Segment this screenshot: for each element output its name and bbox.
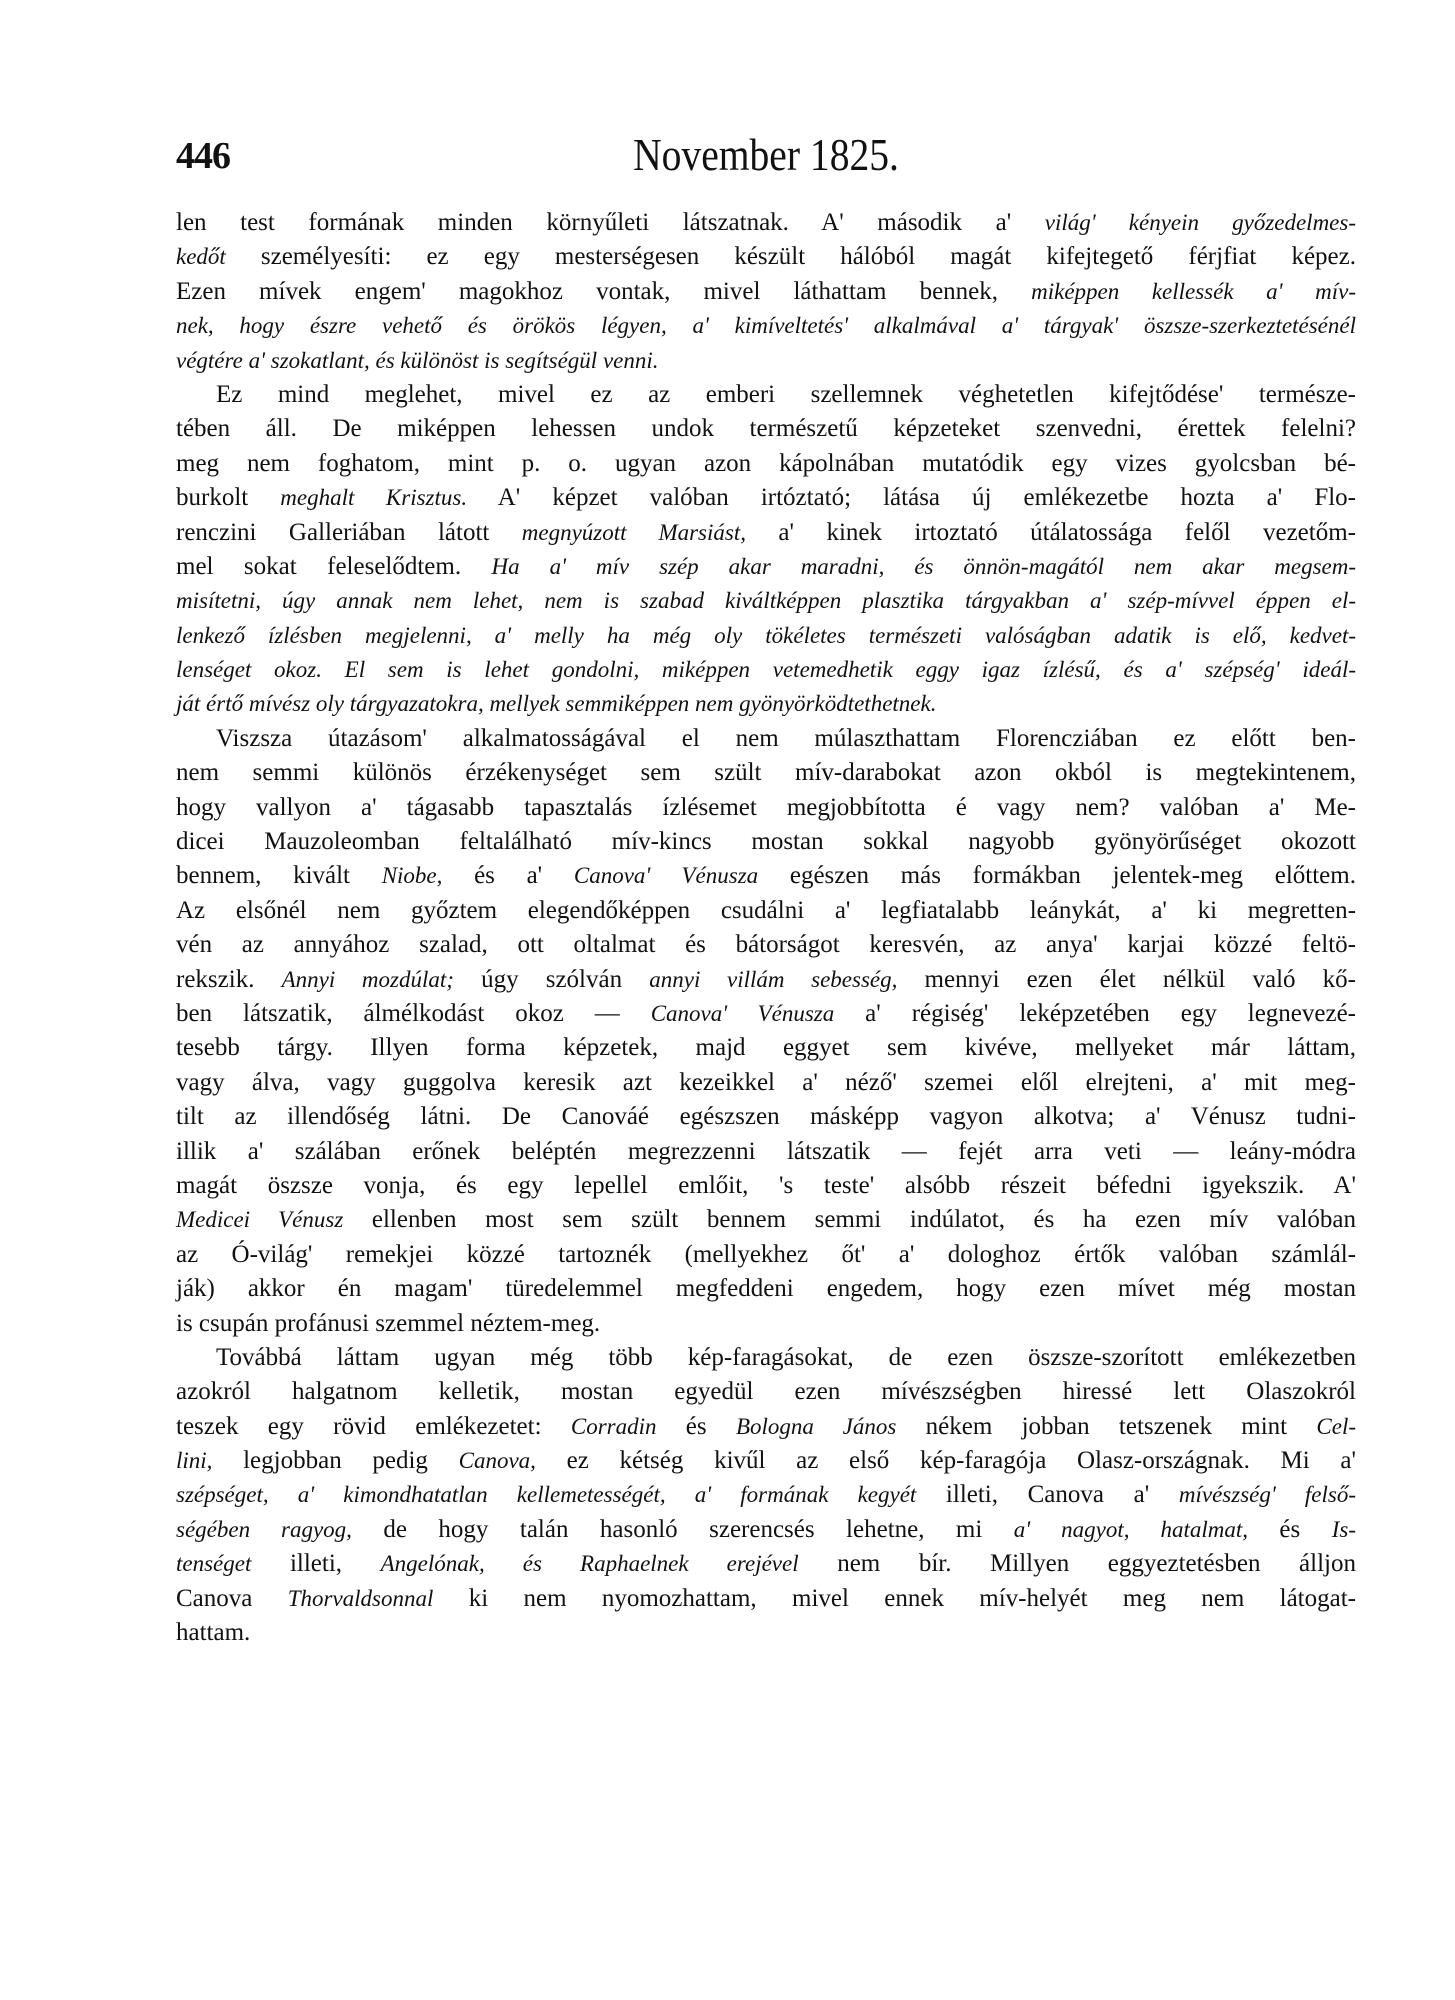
text-segment: Ezen mívek engem' magokhoz vontak, mivel láthattam bennek, xyxy=(176,277,1032,305)
text-segment: mennyi ezen élet nélkül való kő- xyxy=(897,965,1356,993)
text-line xyxy=(176,687,1356,721)
italic-text-segment: Ha a' mív szép akar maradni, és önnön-magától nem akar megsem- xyxy=(491,553,1356,579)
text-line xyxy=(176,619,1356,653)
text-segment: renczini Galleriában látott xyxy=(176,518,522,546)
text-segment: ez kétség kivűl az első kép-faragója Olasz-országnak. Mi a' xyxy=(535,1447,1356,1475)
text-line xyxy=(176,1238,1356,1272)
text-segment: ben látszatik, álmélkodást okoz — xyxy=(176,999,651,1027)
italic-text-segment: annyi villám sebesség, xyxy=(649,966,898,992)
text-line xyxy=(176,309,1356,343)
italic-text-segment: ségében ragyog, xyxy=(176,1516,352,1542)
running-title: November 1825. xyxy=(633,129,899,180)
italic-text-segment: ját értő mívész oly tárgyazatokra, mellyek semmiképpen nem gyönyörködtethetnek. xyxy=(176,691,937,717)
text-segment: de hogy talán hasonló szerencsés lehetne, mi xyxy=(351,1515,1014,1543)
body-text xyxy=(176,206,1356,1650)
italic-text-segment: miképpen kellessék a' mív- xyxy=(1031,278,1357,304)
italic-text-segment: végtére a' szokatlant, és különöst is segítségül venni. xyxy=(176,347,659,373)
italic-text-segment: lenséget okoz. El sem is lehet gondolni, miképpen vetemedhetik eggy igaz ízlésű, és a' szépség' ideál- xyxy=(176,657,1356,683)
text-segment: A' képzet valóban irtóztató; látása új emlékezetbe hozta a' Flo- xyxy=(467,484,1357,512)
text-segment: úgy szólván xyxy=(453,965,650,993)
text-segment: a' kinek irtoztató útálatossága felől vezetőm- xyxy=(746,518,1356,546)
page-number: 446 xyxy=(176,135,230,177)
text-line xyxy=(176,756,1356,790)
text-segment: illik a' szálában erőnek beléptén megrezzenni látszatik — fejét arra veti — leány-módra xyxy=(176,1137,1356,1165)
text-segment: és xyxy=(1247,1515,1332,1543)
text-line xyxy=(176,344,1356,378)
italic-text-segment: mívészség' felső- xyxy=(1178,1482,1357,1508)
text-line xyxy=(176,1341,1356,1375)
text-segment: burkolt xyxy=(176,484,281,512)
text-segment: tilt az illendőség látni. De Canováé egészszen másképp vagyon alkotva; a' Vénusz tudni- xyxy=(176,1103,1356,1131)
text-line xyxy=(176,378,1356,412)
text-line xyxy=(176,550,1356,584)
text-segment: teszek egy rövid emlékezetet: xyxy=(176,1412,571,1440)
text-segment: és xyxy=(656,1412,736,1440)
italic-text-segment: Medicei Vénusz xyxy=(176,1207,344,1233)
text-segment: is csupán profánusi szemmel néztem-meg. xyxy=(176,1309,601,1337)
text-line xyxy=(176,1272,1356,1306)
text-segment: illeti, Canova a' xyxy=(916,1481,1179,1509)
text-line xyxy=(176,1616,1356,1650)
italic-text-segment: Annyi mozdúlat; xyxy=(281,966,454,992)
italic-text-segment: meghalt Krisztus. xyxy=(280,485,468,511)
text-line xyxy=(176,928,1356,962)
italic-text-segment: Canova' Vénusza xyxy=(573,863,759,889)
text-segment: bennem, kivált xyxy=(176,862,382,890)
text-segment: meg nem foghatom, mint p. o. ugyan azon kápolnában mutatódik egy vizes gyolcsban bé- xyxy=(176,449,1356,477)
text-segment: Viszsza útazásom' alkalmatosságával el nem múlaszthattam Florencziában ez előtt ben- xyxy=(216,724,1356,752)
page-header xyxy=(176,128,1356,188)
text-segment: a' régiség' leképzetében egy legnevezé- xyxy=(834,999,1356,1027)
text-segment: len test formának minden környűleti látszatnak. A' második a' xyxy=(176,209,1045,236)
italic-text-segment: lini, xyxy=(176,1448,213,1474)
italic-text-segment: Is- xyxy=(1331,1516,1356,1542)
text-segment: legjobban pedig xyxy=(212,1447,459,1475)
text-line xyxy=(176,516,1356,550)
text-segment: rekszik. xyxy=(176,965,282,993)
italic-text-segment: Cel- xyxy=(1316,1413,1356,1439)
italic-text-segment: Canova' Vénusza xyxy=(650,1000,835,1026)
text-segment: vén az annyához szalad, ott oltalmat és bátorságot keresvén, az anya' karjai közzé feltö- xyxy=(176,931,1356,959)
text-segment: és a' xyxy=(442,862,574,890)
text-segment: ellenben most sem szült bennem semmi indúlatot, és ha ezen mív valóban xyxy=(343,1206,1356,1234)
text-line xyxy=(176,653,1356,687)
text-line xyxy=(176,206,1356,240)
text-line xyxy=(176,825,1356,859)
text-line xyxy=(176,447,1356,481)
text-segment: tesebb tárgy. Illyen forma képzetek, majd eggyet sem kivéve, mellyeket már láttam, xyxy=(176,1034,1356,1062)
text-segment: nem semmi különös érzékenységet sem szült mív-darabokat azon okból is megtekintenem, xyxy=(176,759,1356,787)
text-line xyxy=(176,1582,1356,1616)
text-segment: vagy álva, vagy guggolva keresik azt kezeikkel a' néző' szemei elől elrejteni, a' mit meg- xyxy=(176,1068,1356,1096)
text-line xyxy=(176,722,1356,756)
text-segment: hogy vallyon a' tágasabb tapasztalás ízlésemet megjobbította é vagy nem? valóban a' Me- xyxy=(176,793,1356,821)
italic-text-segment: kedőt xyxy=(176,244,226,270)
text-line xyxy=(176,1375,1356,1409)
italic-text-segment: tenséget xyxy=(176,1551,252,1577)
text-segment: tében áll. De miképpen lehessen undok természetű képzeteket szenvedni, érettek felelni? xyxy=(176,415,1356,443)
text-line xyxy=(176,859,1356,893)
text-line xyxy=(176,997,1356,1031)
italic-text-segment: Bologna János xyxy=(735,1413,897,1439)
text-segment: személyesíti: ez egy mesterségesen készült hálóból magát kifejtegető férjfiat képez. xyxy=(225,243,1356,271)
text-segment: ki nem nyomozhattam, mivel ennek mív-helyét meg nem látogat- xyxy=(433,1584,1356,1612)
text-segment: illeti, xyxy=(251,1550,381,1578)
text-segment: nékem jobban tetszenek mint xyxy=(896,1412,1317,1440)
text-line xyxy=(176,1547,1356,1581)
text-segment: Továbbá láttam ugyan még több kép-faragásokat, de ezen öszsze-szorított emlékezetben xyxy=(216,1343,1356,1371)
text-line xyxy=(176,1410,1356,1444)
italic-text-segment: világ' kényein győzedelmes- xyxy=(1044,210,1356,235)
text-segment: az Ó-világ' remekjei közzé tartoznék (mellyekhez őt' a' dologhoz értők valóban számlál- xyxy=(176,1240,1356,1268)
italic-text-segment: misítetni, úgy annak nem lehet, nem is szabad kiváltképpen plasztika tárgyakban a' szép-mívvel éppen el- xyxy=(176,588,1356,614)
text-segment: Ez mind meglehet, mivel ez az emberi szellemnek véghetetlen kifejtődése' természe- xyxy=(216,380,1356,408)
text-line xyxy=(176,584,1356,618)
text-segment: Canova xyxy=(176,1584,288,1612)
text-segment: mel sokat feleselődtem. xyxy=(176,552,492,580)
text-segment: egészen más formákban jelentek-meg előttem. xyxy=(758,862,1356,890)
italic-text-segment: Niobe, xyxy=(381,863,443,889)
text-line xyxy=(176,1100,1356,1134)
text-segment: nem bír. Millyen eggyeztetésben álljon xyxy=(798,1550,1356,1578)
text-line xyxy=(176,1444,1356,1478)
italic-text-segment: szépséget, a' kimondhatatlan kellemetességét, a' formának kegyét xyxy=(176,1482,917,1508)
italic-text-segment: a' nagyot, hatalmat, xyxy=(1013,1516,1248,1542)
text-segment: azokról halgatnom kelletik, mostan egyedül ezen mívészségben hiressé lett Olaszokról xyxy=(176,1378,1356,1406)
text-line xyxy=(176,1513,1356,1547)
text-line xyxy=(176,1066,1356,1100)
text-line xyxy=(176,1135,1356,1169)
text-segment: dicei Mauzoleomban feltalálható mív-kincs mostan sokkal nagyobb gyönyörűséget okozott xyxy=(176,828,1356,856)
text-line xyxy=(176,275,1356,309)
text-segment: ják) akkor én magam' türedelemmel megfeddeni engedem, hogy ezen mívet még mostan xyxy=(176,1275,1356,1303)
text-line xyxy=(176,1307,1356,1341)
text-line xyxy=(176,894,1356,928)
italic-text-segment: nek, hogy észre vehető és örökös légyen, a' kimíveltetés' alkalmával a' tárgyak' öszsze-szerkeztetésénél xyxy=(176,313,1356,339)
text-line xyxy=(176,1031,1356,1065)
text-line xyxy=(176,240,1356,274)
italic-text-segment: lenkező ízlésben megjelenni, a' melly ha még oly tökéletes természeti valóságban adatik is elő, kedvet- xyxy=(176,622,1356,648)
italic-text-segment: Angelónak, és Raphaelnek erejével xyxy=(380,1551,799,1577)
text-segment: hattam. xyxy=(176,1619,251,1647)
italic-text-segment: Canova, xyxy=(458,1448,536,1474)
text-line xyxy=(176,412,1356,446)
text-segment: magát öszsze vonja, és egy lepellel emlőit, 's teste' alsóbb részeit béfedni igyekszik. A' xyxy=(176,1171,1356,1199)
text-line xyxy=(176,1169,1356,1203)
italic-text-segment: megnyúzott Marsiást, xyxy=(521,519,746,545)
italic-text-segment: Thorvaldsonnal xyxy=(287,1585,434,1611)
italic-text-segment: Corradin xyxy=(570,1413,657,1439)
text-segment: Az elsőnél nem győztem elegendőképpen csudálni a' legfiatalabb leánykát, a' ki megretten- xyxy=(176,896,1356,924)
text-line xyxy=(176,1478,1356,1512)
text-line xyxy=(176,1203,1356,1237)
text-line xyxy=(176,481,1356,515)
text-line xyxy=(176,791,1356,825)
text-line xyxy=(176,963,1356,997)
